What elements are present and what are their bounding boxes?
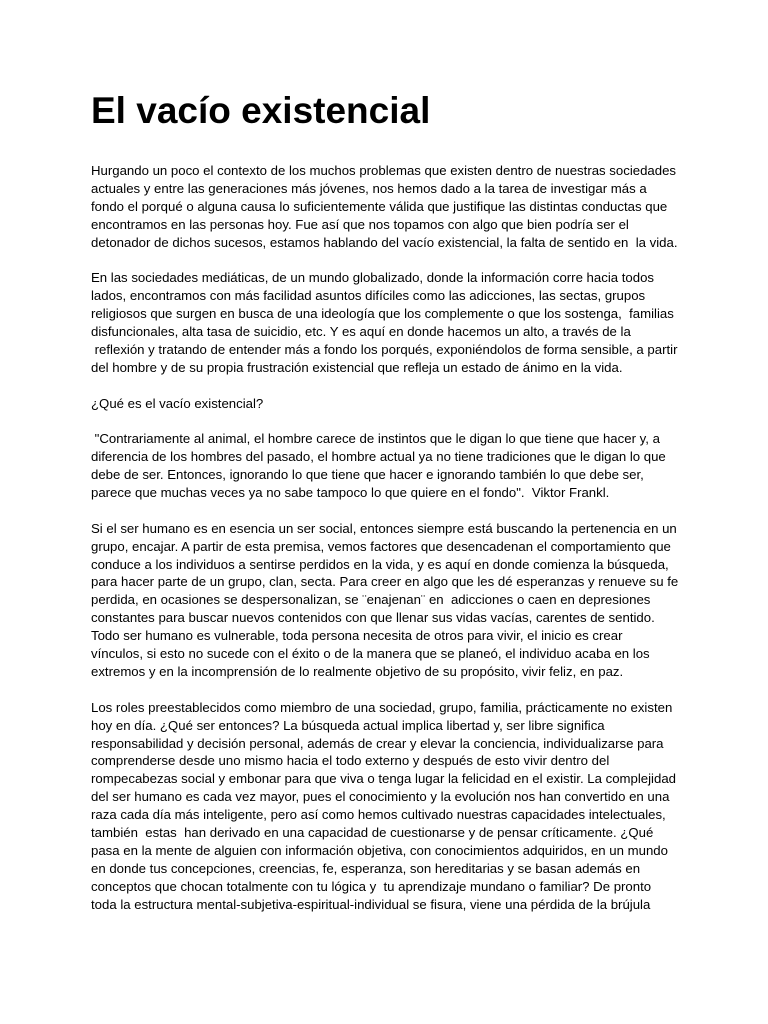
text-line: Si el ser humano es en esencia un ser social, entonces siempre está buscando la pertenencia en un (91, 520, 677, 536)
paragraph (91, 430, 691, 502)
text-line: encontramos en las personas hoy. Fue así que nos topamos con algo que bien podría ser el (91, 216, 629, 232)
paragraph (91, 269, 691, 376)
text-line: fondo el porqué o alguna causa lo suficientemente válida que justifique las distintas conductas que (91, 198, 668, 214)
text-line: del ser humano es cada vez mayor, pues el conocimiento y la evolución nos han convertido en una (91, 789, 670, 805)
text-line: "Contrariamente al animal, el hombre carece de instintos que le digan lo que tiene que hacer y, a (91, 431, 660, 447)
text-line: actuales y entre las generaciones más jóvenes, nos hemos dado a la tarea de investigar más a (91, 180, 647, 196)
text-line: responsabilidad y decisión personal, además de crear y elevar la conciencia, individualizarse para (91, 735, 664, 751)
text-line: lados, encontramos con más facilidad asuntos difíciles como las adicciones, las sectas, grupos (91, 288, 646, 304)
text-line: grupo, encajar. A partir de esta premisa, vemos factores que desencadenan el comportamiento que (91, 538, 671, 554)
text-line: también estas han derivado en una capacidad de cuestionarse y de pensar críticamente. ¿Qué (91, 824, 654, 840)
text-line: perdida, en ocasiones se despersonalizan, se ¨enajenan¨ en adicciones o caen en depresiones (91, 592, 651, 608)
text-line: diferencia de los hombres del pasado, el hombre actual ya no tiene tradiciones que le digan lo que (91, 449, 666, 465)
document-title: El vacío existencial (91, 90, 431, 131)
text-line: debe de ser. Entonces, ignorando lo que tiene que hacer e ignorando también lo que debe ser, (91, 467, 644, 483)
text-line: en donde tus concepciones, creencias, fe, esperanza, son hereditarias y se basan además en (91, 860, 641, 876)
text-line: extremos y en la incomprensión de lo realmente objetivo de su propósito, vivir feliz, en paz. (91, 663, 624, 679)
text-line: religiosos que surgen en busca de una ideología que los complemente o que los sostenga, familias (91, 306, 674, 322)
text-line: parece que muchas veces ya no sabe tampoco lo que quiere en el fondo". Viktor Frankl. (91, 485, 610, 501)
text-line: comprenderse desde uno mismo hacia el todo externo y después de esto vivir dentro del (91, 753, 610, 769)
text-line: conduce a los individuos a sentirse perdidos en la vida, y es aquí en donde comienza la búsqueda, (91, 556, 669, 572)
paragraph (91, 395, 691, 413)
paragraph (91, 520, 691, 681)
document-body (91, 162, 691, 931)
text-line: conceptos que chocan totalmente con tu lógica y tu aprendizaje mundano o familiar? De pronto (91, 878, 652, 894)
text-line: ¿Qué es el vacío existencial? (91, 395, 264, 411)
text-line: detonador de dichos sucesos, estamos hablando del vacío existencial, la falta de sentido en la vida. (91, 234, 678, 250)
text-line: Todo ser humano es vulnerable, toda persona necesita de otros para vivir, el inicio es crear (91, 628, 623, 644)
paragraph (91, 699, 691, 914)
paragraph (91, 162, 691, 251)
text-line: vínculos, si esto no sucede con el éxito o de la manera que se planeó, el individuo acaba en los (91, 646, 650, 662)
text-line: toda la estructura mental-subjetiva-espiritual-individual se fisura, viene una pérdida de la brújula (91, 896, 651, 912)
text-line: constantes para buscar nuevos contenidos con que llenar sus vidas vacías, carentes de sentido. (91, 610, 655, 626)
text-line: hoy en día. ¿Qué ser entonces? La búsqueda actual implica libertad y, ser libre significa (91, 717, 605, 733)
text-line: para hacer parte de un grupo, clan, secta. Para creer en algo que les dé esperanzas y renueve su fe (91, 574, 679, 590)
text-line: raza cada día más inteligente, pero así como hemos cultivado nuestras capacidades intelectuales, (91, 807, 666, 823)
text-line: reflexión y tratando de entender más a fondo los porqués, exponiéndolos de forma sensible, a partir (91, 341, 678, 357)
text-line: rompecabezas social y embonar para que viva o tenga lugar la felicidad en el existir. La complejidad (91, 771, 676, 787)
text-line: disfuncionales, alta tasa de suicidio, etc. Y es aquí en donde hacemos un alto, a través de la (91, 324, 631, 340)
text-line: En las sociedades mediáticas, de un mundo globalizado, donde la información corre hacia todos (91, 270, 655, 286)
text-line: del hombre y de su propia frustración existencial que refleja un estado de ánimo en la vida. (91, 359, 623, 375)
text-line: Los roles preestablecidos como miembro de una sociedad, grupo, familia, prácticamente no existen (91, 699, 673, 715)
text-line: pasa en la mente de alguien con información objetiva, con conocimientos adquiridos, en un mundo (91, 842, 668, 858)
text-line: Hurgando un poco el contexto de los muchos problemas que existen dentro de nuestras sociedades (91, 163, 677, 178)
